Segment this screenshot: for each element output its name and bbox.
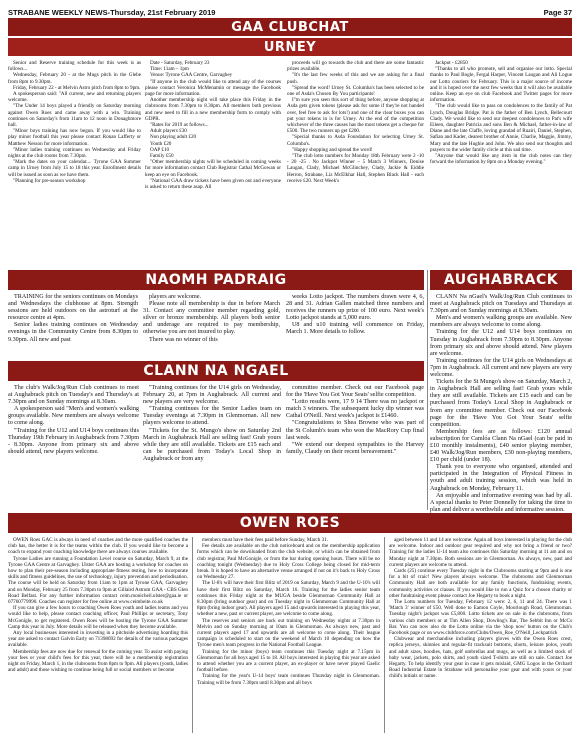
aughabrack-para: An enjoyable and informative evening was had by all. A special thanks to Peter Donnelly for taking the time to plan and deliver a worthwhile and informative session. <box>430 492 572 513</box>
urney-para: OAP £10 <box>150 146 170 153</box>
clann-column-2 <box>143 385 281 508</box>
column-divider <box>384 537 385 733</box>
clann-para: committee member. Check out our Facebook page for the 'Have You Got Your Seats' selfie competition. <box>286 385 424 399</box>
aughabrack-banner <box>430 270 572 290</box>
gaa-clubchat-banner <box>8 18 572 36</box>
urney-para: Another membership night will take place this Friday in the clubrooms from 7.30pm to 8.30pm. All members both previous and new need to fill in a new membership form to comply with GDPR. <box>145 97 281 122</box>
clann-para: "Training continues for the Senior Ladies team on Tuesday evenings at 7.30pm in Glenmornan. All new players welcome to attend. <box>143 406 281 427</box>
owen-roes-para: Fee details are available on the club noticeboard and on the membership application forms which can be downloaded from the club website, or which can be obtained from club registrar, Paul McGonigle, or from the bar during opening hours. There will be no coaching tonight (Wednesday) due to Holy Cross College being closed for mid-term break. It is hoped to have an alternative venue arranged if not on it's back to Holy Cross on Wednesday 27. <box>197 543 380 581</box>
urney-column-2 <box>145 60 281 265</box>
urney-para: "Other membership nights will be scheduled in coming weeks for more information contact Club Registrar Cathal McGowan or keep an eye on Facebook. <box>145 159 281 178</box>
urney-title: URNEY <box>263 39 317 55</box>
aughabrack-title: AUGHABRACK <box>443 272 559 288</box>
urney-para: "Minor ladies training continues on Wednesday and Friday nights at the club rooms from 7.30pm. <box>8 146 141 160</box>
urney-para: "Mark the dates on your calendar.... Tyrone GAA Summer camp in Urney from July 15 to 18 this year. Enrollment details will be issued as soon as we have them. <box>8 159 141 178</box>
urney-para: Venue: Tyrone GAA Centre, Garvaghey <box>150 72 233 79</box>
urney-para: Family £50 <box>150 153 174 160</box>
urney-para: Non playing adult £20 <box>150 134 197 141</box>
aughabrack-para: Tickets for the St Mungo's show on Saturday, March 2, in Aughabrack Hall are selling fast! Grab yours while they are still available. Tickets are £15 each and can be purchased from Today's Local Shop in Aughabrack or from any committee member. Check out our Facebook page for the 'Have You Got Your Seats' selfie competition. <box>430 379 572 428</box>
urney-para: Jackpot - £2850 <box>435 60 468 66</box>
aughabrack-para: Training for the U12 and U14 boys continues on Tuesday in Aughabrack from 7.30pm to 8.30pm. Anyone from primary six and above should attend. New players are welcome. <box>430 329 572 357</box>
urney-para: "It's the last few weeks of this and we are asking for a final push. <box>287 72 424 85</box>
urney-para: Senior and Reserve training schedule for this week is as follows... <box>8 60 141 73</box>
owen-roes-banner <box>8 513 572 533</box>
urney-para: "The club would like to pass on condolences to the family of Pat Lynch, Douglas Bridge. Pat is the father of Ben Lynch, Bellecourt Clady. We would like to send our deepest condolences to Pat's wife Eileen, daughter Patricia and sons Ben & Michael, father-in-law of Diane and the late Claffe, loving grandad of Ruairi, Daniel, Stephen, Safian and Kader, dearest brother of Annie, Charlie, Maggie, Jimmy, Mary and the late Hughie and John. We also send our thoughts and prayers to the wider family circle at this sad time. <box>430 103 572 153</box>
owen-roes-para: The reserves and seniors are back out training on Wednesday nights at 7.30pm in Melvin and on Sunday morning at 10am in Glenmornan. As always new, past and current players aged 17 and upwards are all welcome to come along. Their league campaign is scheduled to start on the weekend of March 10 depending on how the Tyrone men's team progress in the National Football League. <box>197 617 380 649</box>
publication-line: STRABANE WEEKLY NEWS-Thursday, 21st February 2019 <box>8 8 216 17</box>
owen-roes-para: OWEN Roes GAC is always in need of coaches and the more qualified coaches the club has, the better it is for the teams within the club. If you would like to become a coach to expand your coaching knowledge there are always courses available. <box>8 537 188 556</box>
owen-roes-para: Training for the minor (boys) team continues this Tuesday night at 7.15pm in Glenmornan for all boys aged 15 to 18. All boys interested in playing this year are asked to attend whether you are a current player, an ex-player or have never played Gaelic football before. <box>197 648 380 674</box>
urney-para: "Minor boys training has now begun. If you would like to play minor football this year please contact Ronan Lafferty or Matthew Nesson for more information. <box>8 128 141 147</box>
owen-roes-title: OWEN ROES <box>239 515 341 531</box>
naomh-padraig-para: players are welcome. <box>149 294 201 300</box>
owen-roes-column-2 <box>197 537 380 733</box>
urney-para: "The Under 14 boys played a friendly on Saturday morning against Owen Roes and came away with a win. Training continues on Saturday's from 11am to 12 noon in Donaghmore hall. <box>8 103 141 129</box>
naomh-padraig-banner <box>8 270 424 290</box>
owen-roes-para: If you can give a few hours to coaching Owen Roes youth and ladies teams and you would like to help, please contact coaching officer, Paul Phillips or secretary, Tony McGonigle, to get registered. Owen Roes will be hosting the Tyrone GAA Summer Camp this year in July. More details will be released when they become available. <box>8 605 188 630</box>
urney-para: "If anyone in the club would like to attend any of the courses please contact Veronica McMenamin or message the Facebook page for more information. <box>145 78 281 98</box>
urney-para: A spokesperson said: "All current, new and returning players welcome. <box>8 91 141 104</box>
urney-para: Friday, February 22 - at Melvin Astro pitch from 8pm to 9pm. <box>13 84 141 91</box>
aughabrack-para: Men's and women's walking groups are available. New members are always welcome to come along. <box>430 315 572 329</box>
owen-roes-column-3 <box>389 537 572 733</box>
aughabrack-para: Training continues for the U14 girls on Wednesdays at 7pm in Aughabrack. All current and new players are very welcome. <box>430 357 572 379</box>
urney-para: "National GAA draw tickets have been given out and everyone is asked to return these asap. All <box>145 177 281 191</box>
naomh-padraig-para: There was no winner of this <box>149 336 218 343</box>
owen-roes-para: members must have their fees paid before Sunday, March 31. <box>202 537 329 543</box>
aughabrack-para: CLANN Na nGael's Walk/Jog/Run Club continues to meet at Aughabrack pitch on Tuesdays and Thursdays at 7.30pm and on Sunday mornings at 8.30am. <box>430 294 572 315</box>
urney-para: Youth £20 <box>150 140 172 147</box>
clann-para: The club's Walk/Jog/Run Club continues to meet at Aughabrack pitch on Tuesday's and Thursday's at 7.30pm and on Sunday mornings at 8.30am. <box>8 385 139 406</box>
urney-para: "Spread the word! Urney St. Columba's has been selected to be one of Asda's Chosen By You participants! <box>287 84 424 98</box>
urney-para: "Planning for pre-season workshop <box>13 177 86 184</box>
owen-roes-para: Any local businesses interested in investing in a pitchside advertising hoarding this year are asked to contact Galvin Early on 71398692 for details of the various packages available. <box>8 630 188 649</box>
clann-para: "Training for the U12 and U14 boys continues this Thursday 19th February in Aughabrack from 7.30pm - 8.30pm. Anyone from primary six and above should attend, new players welcome. <box>8 427 139 455</box>
column-divider <box>192 537 193 733</box>
urney-para: "Special thanks to Asda Foundation for selecting Urney St. Columba's. <box>287 134 424 147</box>
urney-para: I"m sure you seen this sort of thing before, anyone shopping at Asda gets given tokens (please ask for some if they're not handed over, feel free to ask for lots!) and one of the clear boxes you can put your tokens in is for Urney. At the end of the competition whichever of the three causes has the most tokens get a cheque for £500. The two runners up get £200. <box>287 97 424 135</box>
owen-roes-para: Training for the year's U-14 boys' team continues Thursday night in Glenmornan. Training will be from 7.30pm until 8.30pm and all boys <box>197 673 380 686</box>
owen-roes-para: The Lotto numbers for Tuesday, February 12 were: 2, 6, 11 and 24. There was 1 'Match 3' winner of £50. Well done to Eamon Coyle, Moorlough Road, Glenmornan. Tuesday night's jackpot was £5,800. Lotto tickets are on sale in the clubrooms, from various club members or at Tim Allen Shop, Dowling's Bar, The Sebbit Inn or McCs Bar. You can now also do the Lotto online via the 'shop now' button on the Club's Facebook page or on www.clubforce.com/Clubs/Owen_Roe_O'Neill_Leckpatrick <box>389 599 572 637</box>
urney-column-1 <box>8 60 141 265</box>
urney-para: "Rates for 2019 as follows... <box>150 122 209 129</box>
owen-roes-para: Clubwear and merchandise including players gloves with the Owen Roes crest, replica jerseys, skinnies and regular-fit tracksuit bottoms, shorts, leisure polos, youth and adult sizes, hoodies, hats, golf umbrellas and mugs, as well as a limited stock of baby wear, jackets, polo shirts, and youth sized T-shirts are still on sale. Contact Joe Hegarty. To help identify your gear in case it gets mislaid, GMG Logos in the Orchard Road Industrial Estate in Strabane will personalise your gear and with yours or your child's initials or name. <box>389 636 572 680</box>
naomh-padraig-column-3 <box>286 294 424 357</box>
owen-roes-para: Tyrone Ladies are running a Foundation Level course on Saturday, March 9, at the Tyrone GAA Centre at Garvaghey. Ulster GAA are hosting a workshop for coaches on how to plan their pre-season including appropriate fitness testing, how to incorporate skills and fitness guidelines, the use of technology, injury prevention and periodisation. The course will be held on Saturday from 11am to 1pm at Tyrone GAA, Garvaghey and on Monday, February 25 from 7.30pm to 9pm at Gillaird Astrum GAA - CBS Glen Road Belfast. For any further information contact ceim.monicheil.ulster@gaa.ie or 07760779990. Coaches can register for free online at www.ceimbeite.co.uk <box>8 555 188 606</box>
naomh-padraig-para: Please note all membership is due in before March 31. Contact any committee member regarding gold, silver or bronze membership. All players both senior and underage are required to pay membership, otherwise you are not insured to play. <box>143 301 280 336</box>
urney-para: Time: 11am – 1pm <box>150 66 189 73</box>
urney-para: "Thanks to all who promote, sell and organise our lotto. Special thanks to Paul Bogle, Fergal Harper, Vincent Laugan and Ali Logue our Lotto couriers for February. This is a major source of income and it is hoped over the next few weeks that it will also be available online. Keep an eye on club Facebook and Twitter pages for more information. <box>430 66 572 104</box>
aughabrack-para: Membership fees are as follows: £120 annual subscription for Camlóa Clann Na nGael (can be paid in £10 monthly instalments), £40 senior playing member, £40 Walk/Jog/Run members, £30 non-playing members, £10 per child (under 18). <box>430 428 572 464</box>
urney-para: "The club lotto numbers for Monday 18th February were 2 -10 - 20 -25 . No Jackpot Winner – 5 Match 3 Winners, Denise Laugan, Clady, Michael McGlinchey, Clady, Jackie & Eiddie Herron, Strabane, Liz McElkhar Hall, Stephen Black Hall - each receive £20. Next Week's <box>287 153 424 184</box>
clann-column-3 <box>286 385 424 508</box>
naomh-padraig-column-2 <box>143 294 280 357</box>
naomh-padraig-para: TRAINING for the seniors continues on Mondays and Wednesdays the clubhouse at 8pm. Strength sessions are held outdoors on the astroturf at the resource centre at 4pm. <box>8 294 138 322</box>
page-number: Page 37 <box>543 8 572 17</box>
clann-na-ngael-banner <box>8 361 424 381</box>
naomh-padraig-column-1 <box>8 294 138 357</box>
owen-roes-para: Cards (25) continue every Tuesday night in the Clubrooms starting at 9pm and is one for a bit of craic! New players always welcome. The clubrooms and Glenmornan Community Hall are both available for any family functions, fundraising events, community activities or classes. If you would like to run a Quiz for a chosen charity or other fundraising event please contact Joe Hegarty to book a night. <box>389 568 572 599</box>
aughabrack-column <box>430 294 572 513</box>
urney-para: "Anyone that would like any item in the club notes can they forward the information by 8pm on a Monday evening." <box>430 153 572 166</box>
clann-para: "We extend our deepest sympathies to the Harvey family, Claudy on their recent bereavement." <box>286 441 424 455</box>
urney-para: Adult players £30 <box>150 128 187 135</box>
urney-para: Date - Saturday, February 23 <box>150 60 210 66</box>
clann-para: "Tickets for the St. Mungo's show on Saturday 2nd March in Aughabrack Hall are selling fast! Grab yours while they are still available. Tickets are £15 each and can be purchased from Today's Local Shop in Aughabrack or from any <box>143 427 281 462</box>
naomh-padraig-title: NAOMH PADRAIG <box>145 272 287 288</box>
clann-para: "Congratulations to Shea Browne who was part of the St Columb's team who won the MacRory Cup final last week. <box>286 420 424 441</box>
clann-column-1 <box>8 385 139 508</box>
clann-para: "Training continues for the U14 girls on Wednesday, February 20, at 7pm in Aughabrack. All current and new players are very welcome. <box>143 385 281 406</box>
urney-column-4 <box>430 60 572 265</box>
owen-roes-para: aged between 11 and 14 are welcome. Again all boys interested in playing for the club are welcome. Indoor and outdoor gear required and why not bring a friend or two? Training for the ladies U-14 team also continues this Saturday morning at 11 am and on Monday night at 7.30pm. Both sessions are in Glenmornan. As always, new, past and current players are welcome to attend. <box>389 537 572 568</box>
page-header <box>8 5 572 17</box>
naomh-padraig-para: U8 and u10 training will commence on Friday, March 1. More details to follow. <box>286 322 424 336</box>
column-divider <box>427 270 428 510</box>
urney-banner <box>8 38 572 56</box>
naomh-padraig-para: Senior ladies training continues on Wednesday evenings in the Community Centre from 8.30pm to 9.30pm. All new and past <box>8 322 138 343</box>
owen-roes-para: Membership fees are now due for renewal for the coming year. To assist with paying your fees or your child's fees for this year, there will be a membership registration night on Friday, March 1, in the clubrooms from 8pm to 9pm. All players (youth, ladies and adult) and those wishing to continue being full or social members or become <box>8 648 188 674</box>
urney-para: Wednesday, February 20 - at the Mugs pitch in the Glebe from 8pm to 9.30pm. <box>8 72 141 85</box>
urney-column-3 <box>287 60 424 265</box>
urney-para: proceeds will go towards the club and there are some fantastic prizes available. <box>287 60 424 73</box>
aughabrack-para: Thank you to everyone who organised, attended and participated in the Integration of Physical Fitness in youth and adult training session, which was held in Aughabrack on Monday, February 11. <box>430 464 572 492</box>
urney-para: "Happy shopping and spread the word! <box>292 146 373 153</box>
clann-para: A spokesperson said "Men's and women's walking groups available. New members are always welcome to come along. <box>8 406 139 427</box>
owen-roes-column-1 <box>8 537 188 733</box>
owen-roes-para: The U-8's will have their first Blitz of 2019 on Saturday, March 9 and the U-10's will have their first Blitz on Saturday, March 16. Training for the ladies senior team continues this Friday night at the MUGA beside Glenmornan Community Hall at 8.30pm (bring outdoor gear) and on Tuesday night in Glenmornan Community Hall at 8pm (bring indoor gear). All players aged 15 and upwards interested in playing this year, whether a new, past or current player, are welcome to come along. <box>197 580 380 618</box>
gaa-clubchat-title: GAA CLUBCHAT <box>231 19 349 35</box>
clann-na-ngael-title: CLANN NA NGAEL <box>143 363 289 379</box>
naomh-padraig-para: weeks Lotto jackpot. The numbers drawn were 4, 6, 28 and 31. Adrian Gallen matched three numbers and receives the runners up prize of 100 euro. Next week's Lotto jackpot stands at 5,000 euro. <box>286 294 424 322</box>
clann-para: "Lotto results were, 17 9 14 There was no jackpot or match 3 winners. The subsequent lucky dip winner was Cathal O'Neill. Next week's jackpot is £1460. <box>286 399 424 420</box>
